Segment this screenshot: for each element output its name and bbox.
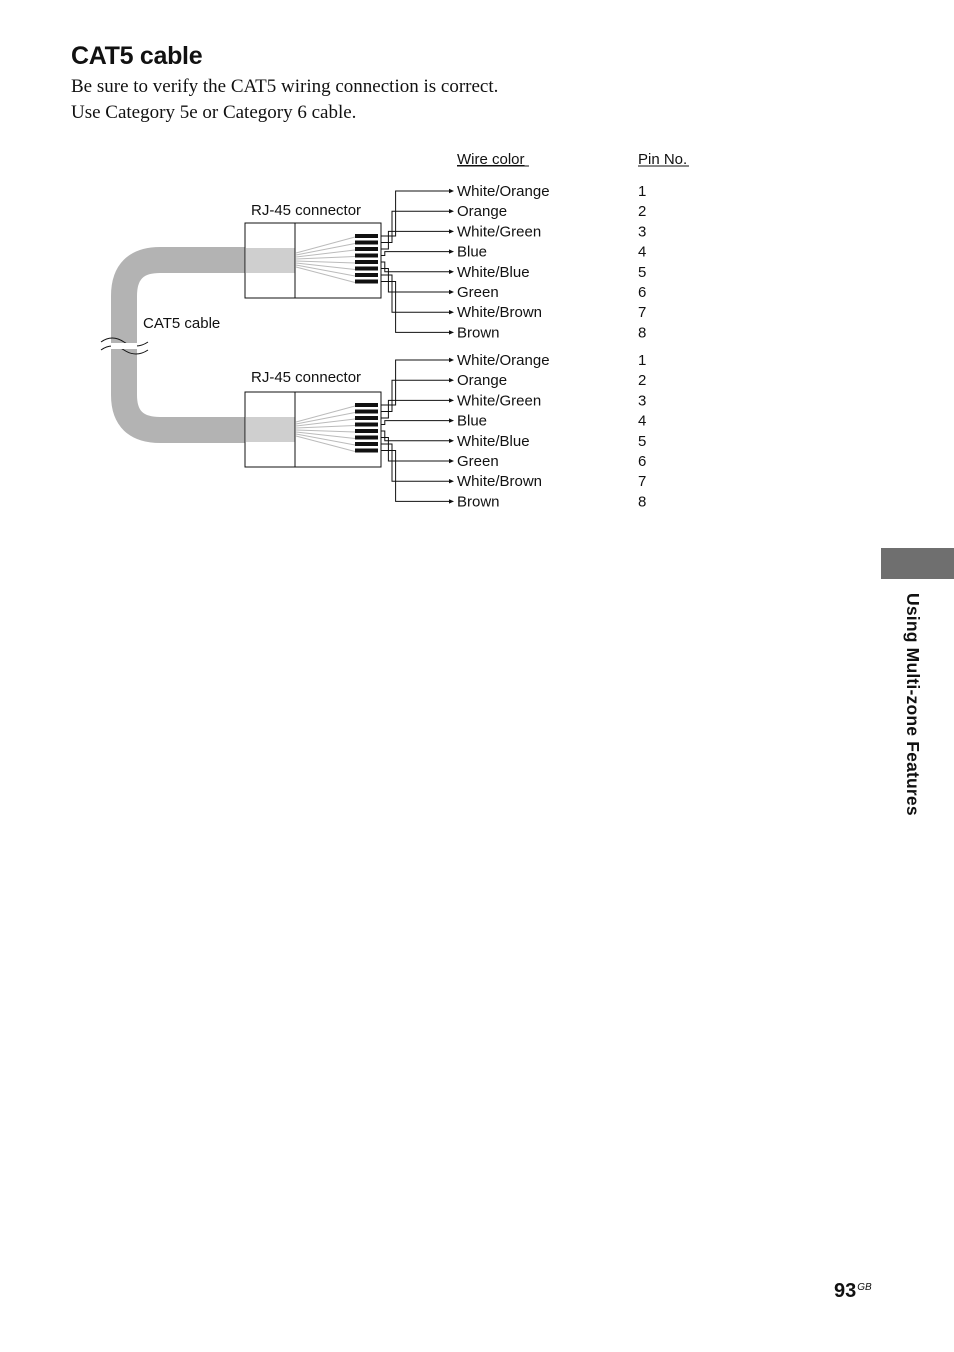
connector-pin [355, 254, 378, 258]
arrow-head-icon [449, 378, 454, 382]
arrow-head-icon [449, 189, 454, 193]
wire-leader [381, 380, 449, 411]
wire-leader [381, 360, 449, 405]
intro-line-2: Use Category 5e or Category 6 cable. [71, 102, 357, 123]
connector-pin [355, 280, 378, 284]
connector-label-bottom: RJ-45 connector [251, 369, 362, 386]
wire-leader [381, 262, 449, 272]
wire-color-label: Orange [457, 203, 508, 221]
pin-number-label: 2 [638, 203, 647, 221]
wire-leader [381, 191, 449, 236]
pin-number-label: 1 [638, 352, 647, 369]
connector-pin [355, 436, 378, 440]
arrow-head-icon [449, 398, 454, 402]
wire-color-label: White/Green [457, 223, 542, 241]
intro-line-1: Be sure to verify the CAT5 wiring connection is correct. [71, 76, 499, 97]
wire-color-label: Blue [457, 243, 488, 261]
wire-leader [381, 231, 449, 249]
wire-color-label: Green [457, 453, 499, 470]
arrow-head-icon [449, 209, 454, 213]
connector-pin [355, 423, 378, 427]
page-number-suffix: GB [857, 1282, 872, 1293]
wire-color-label: Brown [457, 493, 500, 511]
wire-color-header: Wire color [457, 151, 525, 168]
arrow-head-icon [449, 310, 454, 314]
cat5-wiring-diagram [0, 0, 954, 560]
wire-leader [381, 282, 449, 333]
connector-pin [355, 260, 378, 264]
arrow-head-icon [449, 270, 454, 274]
pin-number-label: 4 [638, 412, 647, 430]
pin-number-label: 8 [638, 324, 647, 342]
pin-number-label: 5 [638, 432, 647, 450]
wire-leader [381, 211, 449, 242]
connector-pin [355, 449, 378, 453]
connector-pin [355, 403, 378, 407]
arrow-head-icon [449, 439, 454, 443]
arrow-head-icon [449, 479, 454, 483]
pin-number-label: 3 [638, 392, 647, 410]
arrow-head-icon [449, 358, 454, 362]
page-title: CAT5 cable [71, 42, 203, 70]
pin-number-label: 4 [638, 243, 647, 261]
wire-leader [381, 431, 449, 441]
wire-leader [381, 421, 449, 425]
rj45-connector-bottom [245, 392, 381, 467]
cable-label: CAT5 cable [143, 315, 221, 332]
arrow-head-icon [449, 499, 454, 503]
connector-label-top: RJ-45 connector [251, 202, 362, 219]
arrow-head-icon [449, 459, 454, 463]
wire-leader [381, 252, 449, 256]
arrow-head-icon [449, 290, 454, 294]
connector-pin [355, 416, 378, 420]
wire-leaders-top [381, 189, 454, 335]
connector-pin [355, 410, 378, 414]
arrow-head-icon [449, 229, 454, 233]
connector-pin [355, 241, 378, 245]
wire-color-label: Blue [457, 412, 488, 430]
page-number [834, 1280, 872, 1303]
pin-number-label: 6 [638, 453, 647, 470]
pin-no-header: Pin No. [638, 151, 688, 168]
section-tab [881, 548, 954, 579]
wire-leader [381, 451, 449, 502]
section-tab-label: Using Multi-zone Features [903, 593, 923, 816]
connector-pin [355, 442, 378, 446]
pin-number-label: 8 [638, 493, 647, 511]
wire-color-label: White/Orange [457, 352, 550, 369]
connector-pin [355, 273, 378, 277]
wire-leader [381, 275, 449, 312]
wire-color-label: White/Brown [457, 304, 543, 322]
wire-color-label: Brown [457, 324, 500, 342]
pin-number-label: 7 [638, 304, 647, 322]
wire-color-label: White/Blue [457, 432, 530, 450]
pin-number-label: 2 [638, 372, 647, 390]
wire-color-label: Orange [457, 372, 508, 390]
pin-number-label: 6 [638, 284, 647, 301]
pin-number-label: 3 [638, 223, 647, 241]
connector-pin [355, 234, 378, 238]
connector-pin [355, 247, 378, 251]
wire-color-label: Green [457, 284, 499, 301]
wire-color-label: White/Green [457, 392, 542, 410]
rj45-connector-top [245, 223, 381, 298]
pin-number-label: 1 [638, 183, 647, 200]
pin-number-label: 5 [638, 263, 647, 281]
wire-color-label: White/Orange [457, 183, 550, 200]
wire-leader [381, 400, 449, 418]
page-number-value: 93 [834, 1280, 857, 1302]
wire-color-label: White/Blue [457, 263, 530, 281]
arrow-head-icon [449, 330, 454, 334]
connector-pin [355, 267, 378, 271]
arrow-head-icon [449, 418, 454, 422]
pin-number-label: 7 [638, 473, 647, 491]
wire-color-label: White/Brown [457, 473, 543, 491]
wire-leader [381, 444, 449, 481]
wire-label-list [457, 183, 646, 510]
arrow-head-icon [449, 249, 454, 253]
connector-pin [355, 429, 378, 433]
wire-leaders-bottom [381, 358, 454, 504]
